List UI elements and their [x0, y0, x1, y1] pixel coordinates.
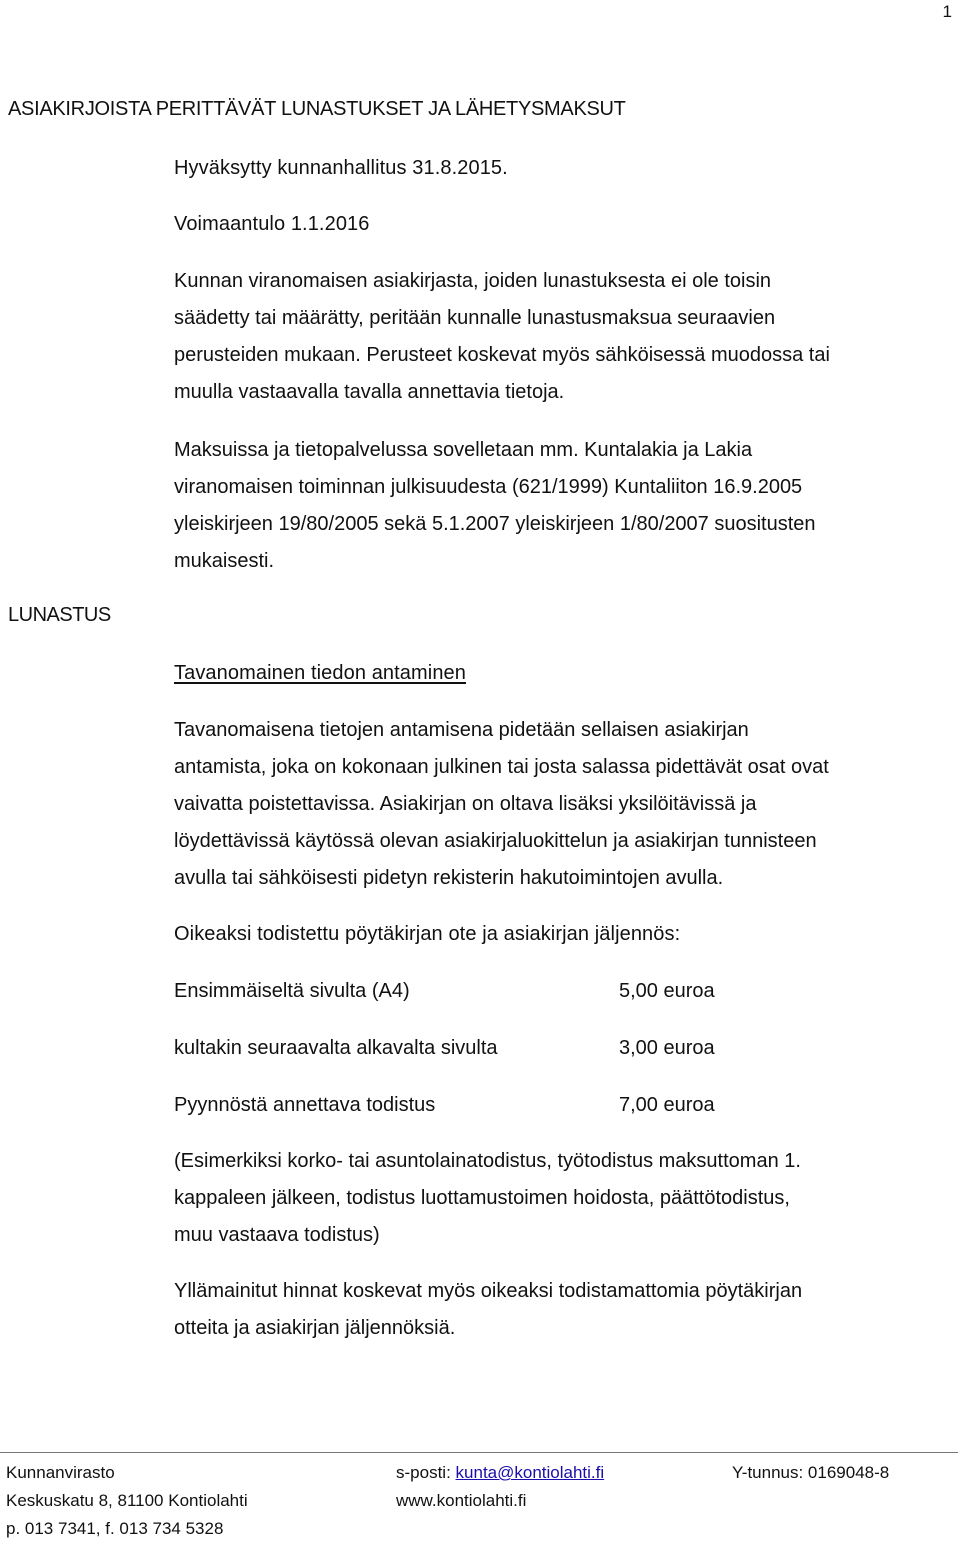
footer-divider	[0, 1452, 958, 1453]
definition-paragraph	[174, 712, 954, 897]
example-line: muu vastaava todistus)	[174, 1224, 380, 1246]
document-title: ASIAKIRJOISTA PERITTÄVÄT LUNASTUKSET JA LÄHETYSMAKSUT	[8, 98, 626, 120]
note-paragraph	[174, 1273, 954, 1347]
fee-item: kultakin seuraavalta alkavalta sivulta	[174, 1037, 498, 1059]
intro-line: säädetty tai määrätty, peritään kunnalle lunastusmaksua seuraavien	[174, 307, 776, 329]
intro-paragraph	[174, 263, 954, 411]
intro-line: perusteiden mukaan. Perusteet koskevat myös sähköisessä muodossa tai	[174, 344, 830, 366]
fee-price: 3,00 euroa	[619, 1037, 715, 1059]
footer-email-link[interactable]: kunta@kontiolahti.fi	[455, 1463, 605, 1482]
definition-line: Tavanomaisena tietojen antamisena pidetään sellaisen asiakirjan	[174, 719, 749, 741]
section-label: LUNASTUS	[8, 604, 111, 626]
footer-email	[396, 1463, 604, 1483]
section-heading: Tavanomainen tiedon antaminen	[174, 662, 466, 684]
definition-line: antamista, joka on kokonaan julkinen tai josta salassa pidettävät osat ovat	[174, 756, 829, 778]
example-line: kappaleen jälkeen, todistus luottamustoimen hoidosta, päättötodistus,	[174, 1187, 790, 1209]
basis-line: mukaisesti.	[174, 550, 275, 572]
basis-line: yleiskirjeen 19/80/2005 sekä 5.1.2007 yleiskirjeen 1/80/2007 suositusten	[174, 513, 816, 535]
page-number: 1	[942, 2, 952, 21]
fee-price: 5,00 euroa	[619, 980, 715, 1002]
approval-note: Hyväksytty kunnanhallitus 31.8.2015.	[174, 157, 508, 179]
footer-website: www.kontiolahti.fi	[396, 1491, 527, 1510]
definition-line: avulla tai sähköisesti pidetyn rekisterin hakutoimintojen avulla.	[174, 867, 724, 889]
example-paragraph	[174, 1143, 954, 1254]
fees-intro: Oikeaksi todistettu pöytäkirjan ote ja asiakirjan jäljennös:	[174, 923, 681, 945]
example-line: (Esimerkiksi korko- tai asuntolainatodistus, työtodistus maksuttoman 1.	[174, 1150, 801, 1172]
definition-line: vaivatta poistettavissa. Asiakirjan on oltava lisäksi yksilöitävissä ja	[174, 793, 757, 815]
basis-line: viranomaisen toiminnan julkisuudesta (621/1999) Kuntaliiton 16.9.2005	[174, 476, 803, 498]
effective-date: Voimaantulo 1.1.2016	[174, 213, 370, 235]
note-line: otteita ja asiakirjan jäljennöksiä.	[174, 1317, 456, 1339]
fee-item: Pyynnöstä annettava todistus	[174, 1094, 436, 1116]
fee-price: 7,00 euroa	[619, 1094, 715, 1116]
footer-address: Keskuskatu 8, 81100 Kontiolahti	[6, 1491, 248, 1510]
basis-line: Maksuissa ja tietopalvelussa sovelletaan mm. Kuntalakia ja Lakia	[174, 439, 753, 461]
note-line: Yllämainitut hinnat koskevat myös oikeaksi todistamattomia pöytäkirjan	[174, 1280, 803, 1302]
footer-business-id: Y-tunnus: 0169048-8	[732, 1463, 890, 1482]
intro-line: Kunnan viranomaisen asiakirjasta, joiden lunastuksesta ei ole toisin	[174, 270, 772, 292]
footer-phone: p. 013 7341, f. 013 734 5328	[6, 1519, 224, 1538]
fee-item: Ensimmäiseltä sivulta (A4)	[174, 980, 410, 1002]
intro-line: muulla vastaavalla tavalla annettavia tietoja.	[174, 381, 565, 403]
basis-paragraph	[174, 432, 954, 580]
footer-office: Kunnanvirasto	[6, 1463, 115, 1482]
definition-line: löydettävissä käytössä olevan asiakirjaluokittelun ja asiakirjan tunnisteen	[174, 830, 817, 852]
footer-email-label: s-posti:	[396, 1463, 451, 1482]
